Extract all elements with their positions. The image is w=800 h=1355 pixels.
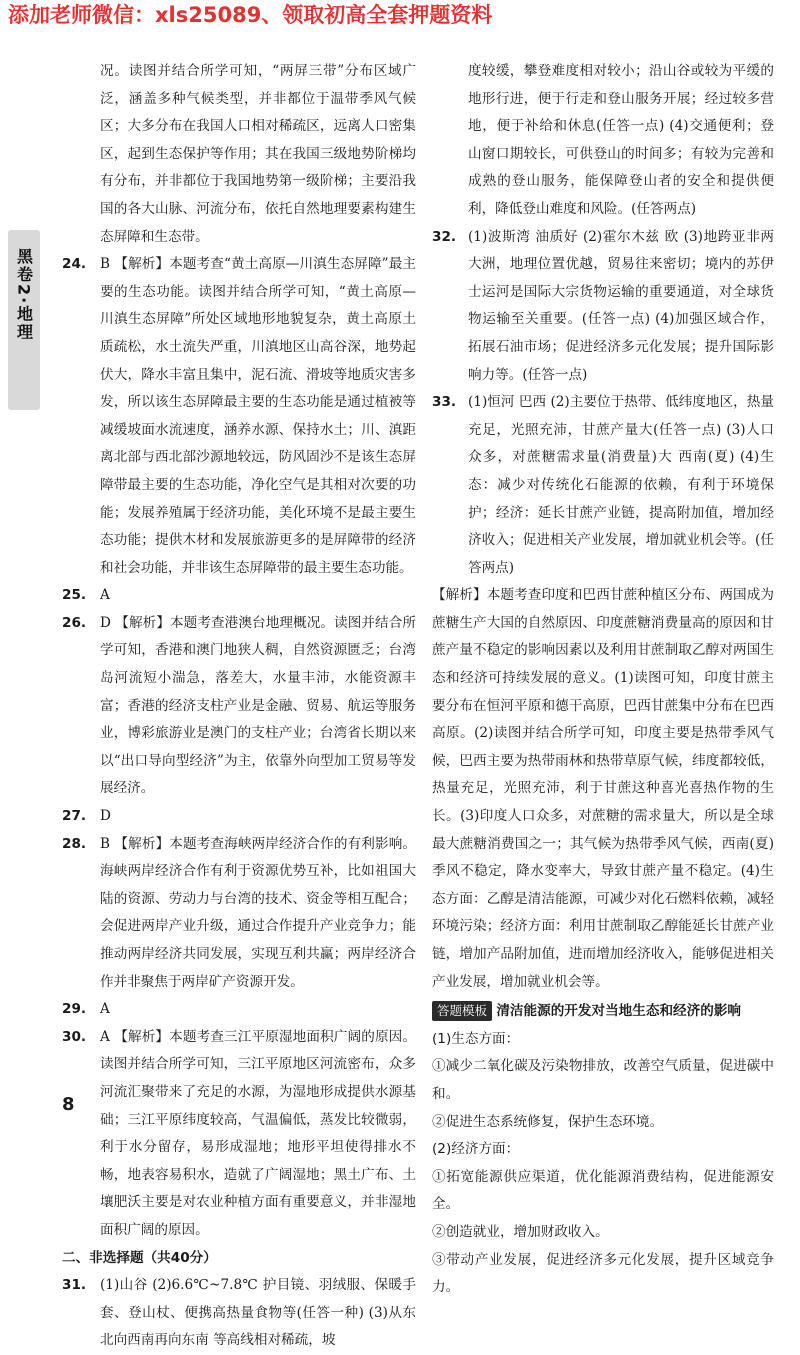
q28-text: B 【解析】本题考查海峡两岸经济合作的有利影响。海峡两岸经济合作有利于资源优势互补，比如祖国大陆的资源、劳动力与台湾的技术、资金等相互配合；会促进两岸产业升级，通过合作提升产业竞争力；能推动两岸经济共同发展，实现互利共赢；两岸经济合作并非聚焦于两岸矿产资源开发。	[100, 835, 416, 990]
eco-point-1: ①减少二氧化碳及污染物排放，改善空气质量，促进碳中和。	[432, 1058, 774, 1102]
side-tab-label: 黑卷2·地理	[14, 248, 34, 342]
q29-number: 29.	[62, 1001, 87, 1018]
q30-number: 30.	[62, 1028, 87, 1045]
econ-point-2: ②创造就业，增加财政收入。	[432, 1223, 609, 1240]
q29-text: A	[100, 1001, 110, 1018]
answer-28	[62, 831, 416, 997]
eco-point-2: ②促进生态系统修复，保护生态环境。	[432, 1113, 664, 1130]
econ-point-1: ①拓宽能源供应渠道，优化能源消费结构，促进能源安全。	[432, 1168, 774, 1213]
answer-30	[62, 1024, 416, 1245]
template-badge: 答题模板	[432, 1001, 492, 1021]
page-number: 8	[62, 1094, 75, 1115]
q24-number: 24.	[62, 256, 87, 273]
econ-point-3: ③带动产业发展，促进经济多元化发展，提升区域竞争力。	[432, 1251, 774, 1296]
q27-number: 27.	[62, 808, 87, 825]
answer-31	[62, 1272, 416, 1355]
answer-27	[62, 803, 416, 831]
answer-29	[62, 996, 416, 1024]
q25-text: A	[100, 587, 110, 604]
section-heading: 二、非选择题（共40分）	[62, 1249, 217, 1266]
q33-text: (1)恒河 巴西 (2)主要位于热带、低纬度地区，热量充足，光照充沛，甘蔗产量大(任答一点) (3)人口众多，对蔗糖需求量(消费量)大 西南(夏) (4)生态：减少对传统化石能源的依赖，有利于环境保护；经济：延长甘蔗产业链，提高附加值，增加经济收入；促进相关产业发展，增加就业机会等。(任答两点)	[468, 394, 774, 576]
q33-number: 33.	[432, 394, 457, 411]
promo-banner: 添加老师微信：xls25089、领取初高全套押题资料	[8, 3, 493, 27]
answer-25	[62, 582, 416, 610]
q28-number: 28.	[62, 835, 87, 852]
q26-text: D 【解析】本题考查港澳台地理概况。读图并结合所学可知，香港和澳门地狭人稠，自然资源匮乏；台湾岛河流短小湍急，落差大，水量丰沛，水能资源丰富；香港的经济支柱产业是金融、贸易、航运等服务业，博彩旅游业是澳门的支柱产业；台湾省长期以来以“出口导向型经济”为主，依靠外向型加工贸易等发展经济。	[100, 614, 416, 797]
q31-text: (1)山谷 (2)6.6℃~7.8℃ 护目镜、羽绒服、保暖手套、登山杖、便携高热量食物等(任答一种) (3)从东北向西南再向东南 等高线相对稀疏，坡	[100, 1277, 416, 1349]
q32-number: 32.	[432, 228, 457, 245]
q30-text: A 【解析】本题考查三江平原湿地面积广阔的原因。读图并结合所学可知，三江平原地区河流密布，众多河流汇聚带来了充足的水源，为湿地形成提供水源基础；三江平原纬度较高，气温偏低，蒸发比较微弱，利于水分留存，易形成湿地；地形平坦使得排水不畅，地表容易积水，造就了广阔湿地；黑土广布、土壤肥沃主要是对农业种植方面有重要意义，并非湿地面积广阔的原因。	[100, 1028, 416, 1238]
side-tab	[8, 230, 40, 410]
left-column	[62, 58, 416, 1355]
q23-continuation: 况。读图并结合所学可知，“两屏三带”分布区域广泛，涵盖多种气候类型，并非都位于温带季风气候区；大多分布在我国人口相对稀疏区，远离人口密集区，起到生态保护等作用；其在我国三级地势阶梯均有分布，并非都位于我国地势第一级阶梯；主要沿我国的各大山脉、河流分布，依托自然地理要素构建生态屏障和生态带。	[100, 63, 416, 245]
answer-24	[62, 251, 416, 582]
q31-number: 31.	[62, 1277, 87, 1294]
right-column	[432, 58, 774, 1302]
answer-26	[62, 610, 416, 803]
q33-analysis: 【解析】本题考查印度和巴西甘蔗种植区分布、两国成为蔗糖生产大国的自然原因、印度蔗糖消费量高的原因和甘蔗产量不稳定的影响因素以及利用甘蔗制取乙醇对两国生态和经济可持续发展的意义。(1)读图可知，印度甘蔗主要分布在恒河平原和德干高原，巴西甘蔗集中分布在巴西高原。(2)读图并结合所学可知，印度主要是热带季风气候，巴西主要为热带雨林和热带草原气候，纬度都较低，热量充足，光照充沛，利于甘蔗这种喜光喜热作物的生长。(3)印度人口众多，对蔗糖的需求量大，所以是全球最大蔗糖消费国之一；其气候为热带季风气候，西南(夏)季风不稳定，降水变率大，导致甘蔗产量不稳定。(4)生态方面：乙醇是清洁能源，可减少对化石燃料依赖，减轻环境污染；经济方面：利用甘蔗制取乙醇能延长甘蔗产业链，增加产品附加值，进而增加经济收入，能够促进相关产业发展，增加就业机会等。	[432, 587, 774, 990]
answer-32	[432, 224, 774, 390]
q31-continuation: 度较缓，攀登难度相对较小；沿山谷或较为平缓的地形行进，便于行走和登山服务开展；经过较多营地，便于补给和休息(任答一点) (4)交通便利；登山窗口期较长，可供登山的时间多；有较为完善和成熟的登山服务，能保障登山者的安全和提供便利，降低登山难度和风险。(任答两点)	[468, 63, 774, 217]
q24-text: B 【解析】本题考查“黄土高原—川滇生态屏障”最主要的生态功能。读图并结合所学可知，“黄土高原—川滇生态屏障”所处区域地形地貌复杂，黄土高原土质疏松，水土流失严重，川滇地区山高谷深，地势起伏大，降水丰富且集中，泥石流、滑坡等地质灾害多发，所以该生态屏障最主要的生态功能是通过植被等减缓坡面水流速度，涵养水源、保持水土；川、滇距离北部与西北部沙源地较远，防风固沙不是该生态屏障带最主要的生态功能，净化空气是其相对次要的功能；发展养殖属于经济功能，美化环境不是最主要生态功能；提供木材和发展旅游更多的是屏障带的经济和社会功能，并非该生态屏障带的最主要生态功能。	[100, 256, 416, 576]
q26-number: 26.	[62, 614, 87, 631]
template-title: 清洁能源的开发对当地生态和经济的影响	[496, 1003, 742, 1020]
econ-heading: (2)经济方面：	[432, 1141, 520, 1158]
eco-heading: (1)生态方面：	[432, 1030, 520, 1047]
q27-text: D	[100, 808, 111, 825]
q25-number: 25.	[62, 587, 87, 604]
q32-text: (1)波斯湾 油质好 (2)霍尔木兹 欧 (3)地跨亚非两大洲，地理位置优越，贸易往来密切；境内的苏伊士运河是国际大宗货物运输的重要通道，对全球货物运输至关重要。(任答一点) (4)加强区域合作，拓展石油市场；促进经济多元化发展；提升国际影响力等。(任答一点)	[468, 228, 774, 383]
answer-33	[432, 389, 774, 582]
